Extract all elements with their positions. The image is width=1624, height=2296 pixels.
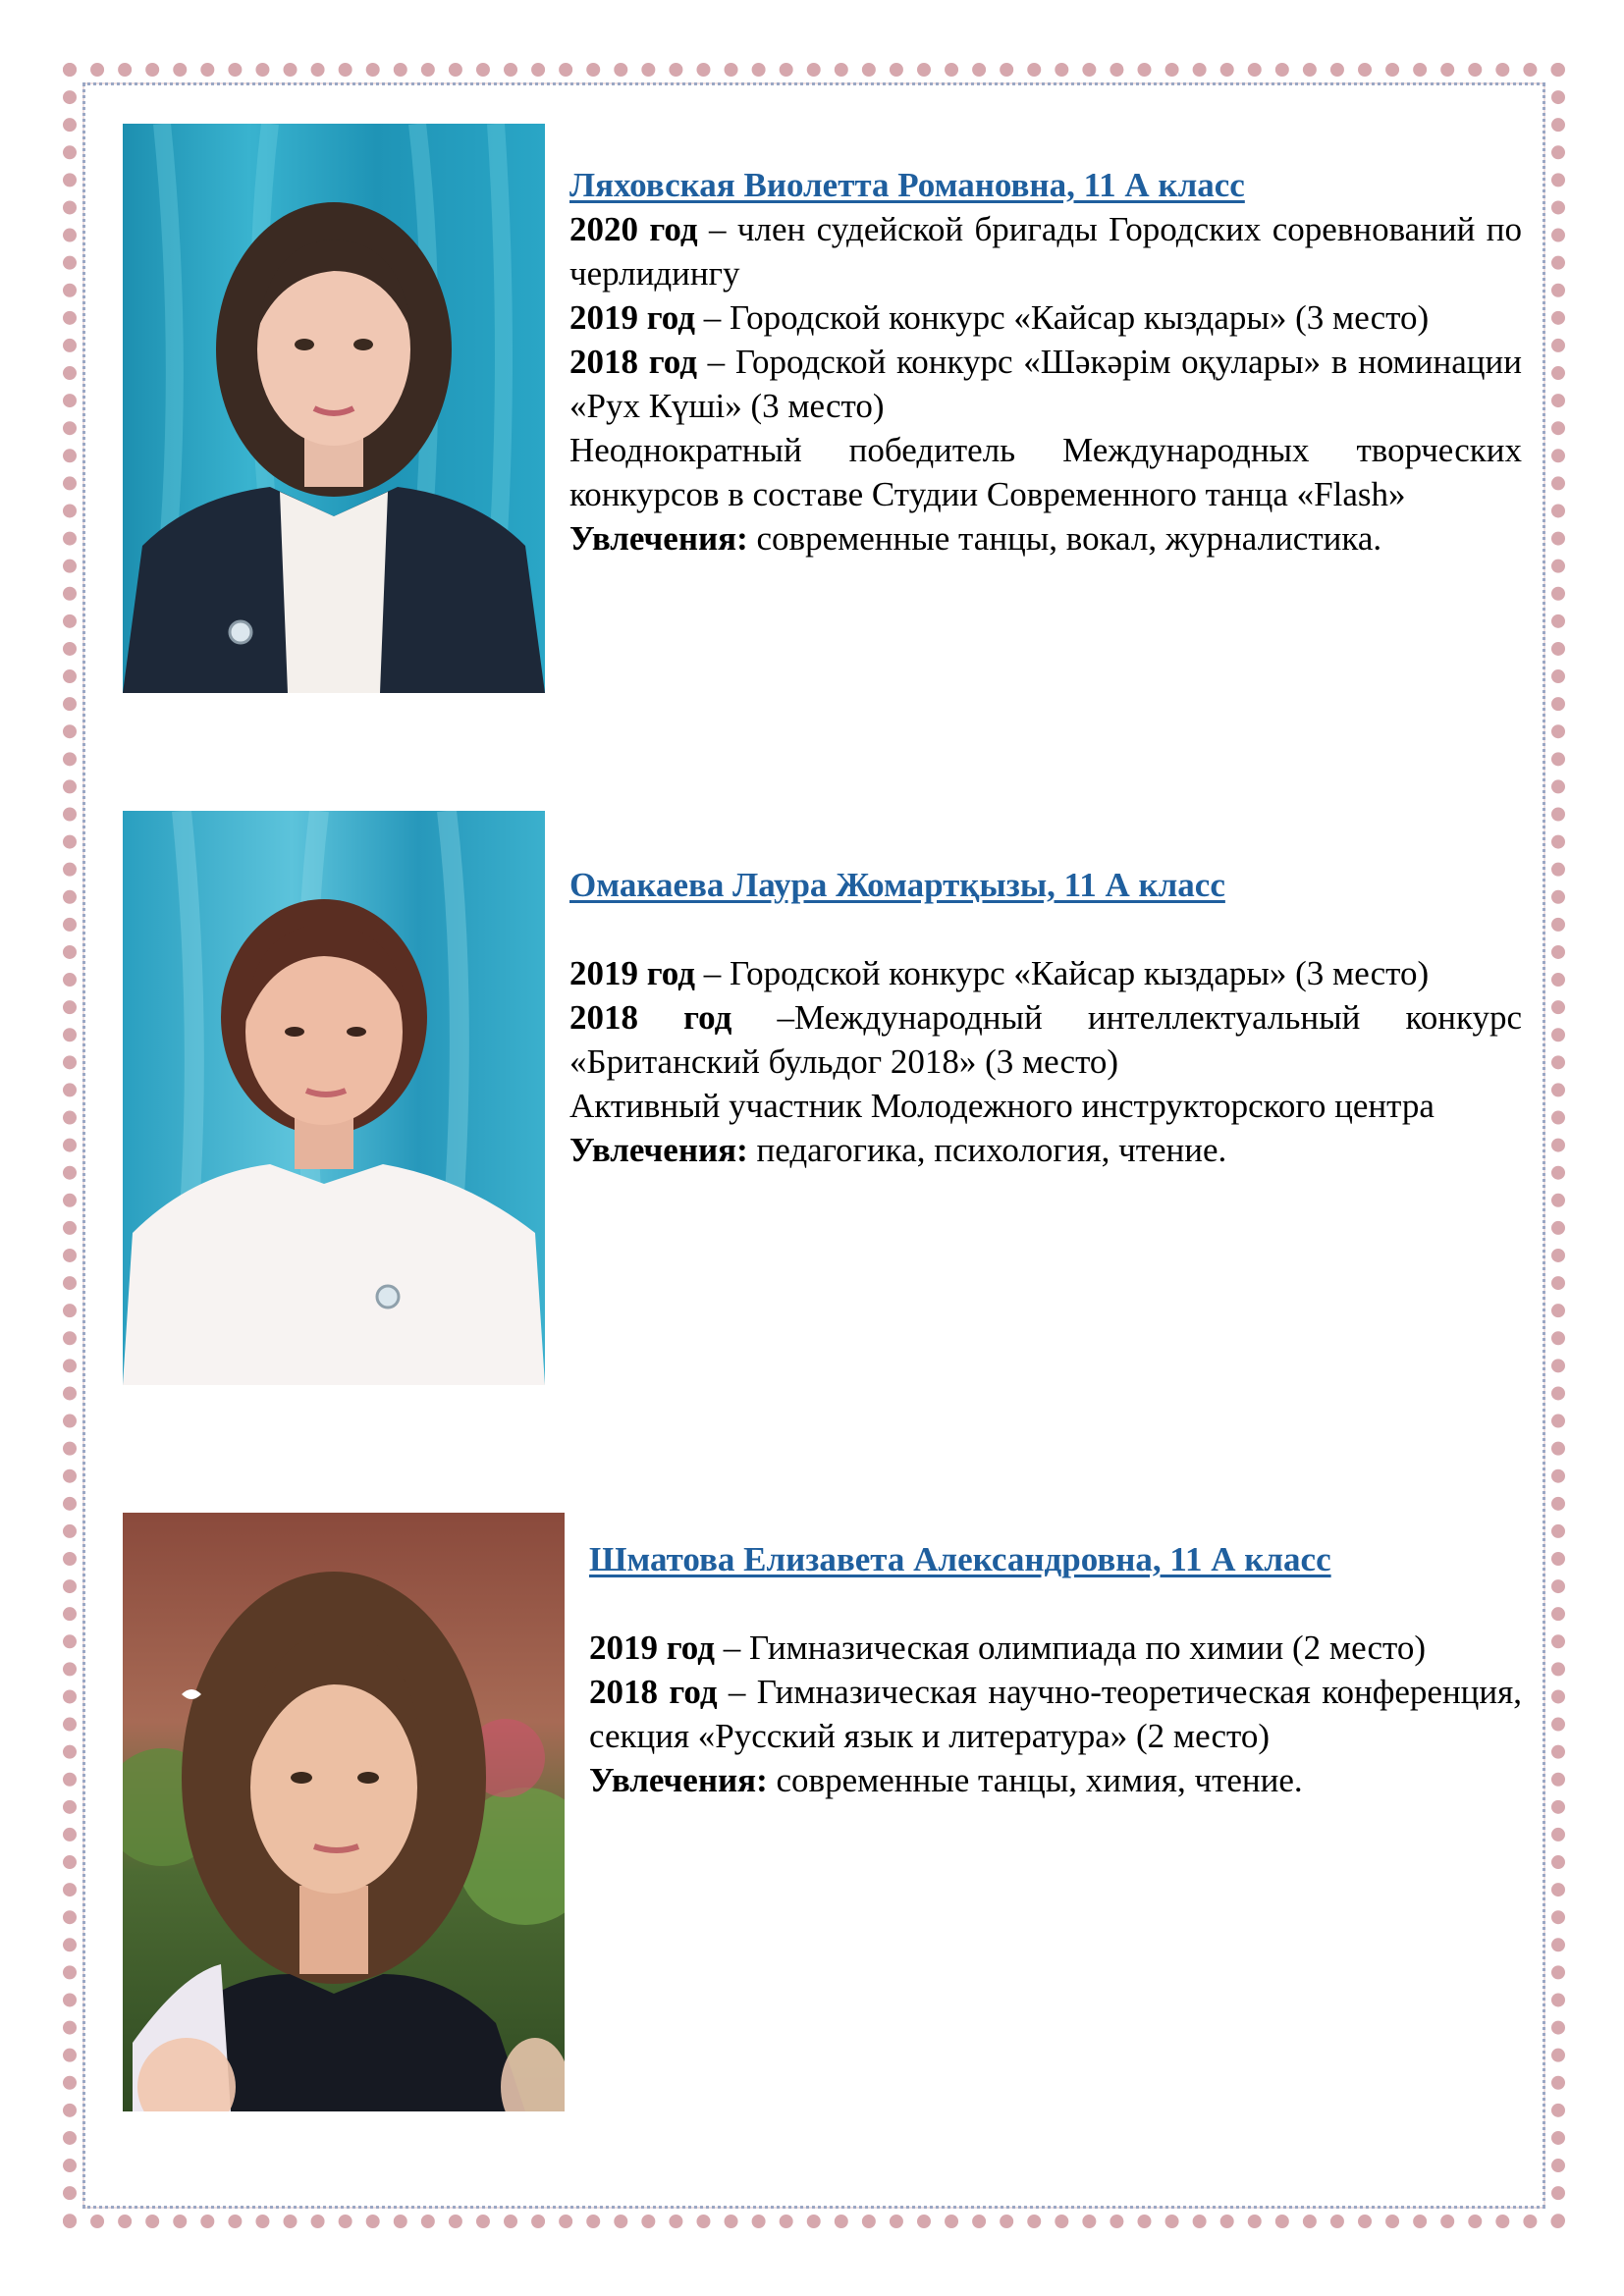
student-name: Ляховская Виолетта Романовна, 11 А класс (569, 166, 1245, 204)
achievement-line: 2019 год – Городской конкурс «Кайсар кыздары» (3 место) (569, 298, 1430, 337)
achievement-line: 2019 год – Городской конкурс «Кайсар кыздары» (3 место) (569, 954, 1430, 992)
achievement-line: 2018 год –Международный интеллектуальный конкурс «Британский бульдог 2018» (3 место) (569, 998, 1522, 1081)
student-photo-1 (123, 124, 545, 693)
student-info-2 (569, 863, 1522, 1172)
student-info-1 (569, 163, 1522, 561)
achievement-line: Неоднократный победитель Международных творческих конкурсов в составе Студии Современного танца «Flash» (569, 431, 1522, 513)
achievement-line: 2018 год – Городской конкурс «Шәкәрім оқулары» в номинации «Рух Күші» (3 место) (569, 343, 1522, 425)
student-info-3 (589, 1537, 1522, 1802)
student-name: Омакаева Лаура Жомартқызы, 11 А класс (569, 866, 1225, 904)
student-photo-3 (123, 1513, 565, 2111)
portrait-image (123, 124, 545, 693)
achievement-line: 2020 год – член судейской бригады Городских соревнований по черлидингу (569, 210, 1523, 293)
student-name: Шматова Елизавета Александровна, 11 А класс (589, 1540, 1331, 1578)
achievement-line: 2018 год – Гимназическая научно-теоретическая конференция, секция «Русский язык и литература» (2 место) (589, 1673, 1522, 1755)
achievement-line: 2019 год – Гимназическая олимпиада по химии (2 место) (589, 1629, 1426, 1667)
portrait-image (123, 811, 545, 1385)
student-card-2 (123, 811, 1522, 1385)
student-card-3 (123, 1513, 1522, 2111)
student-card-1 (123, 124, 1523, 693)
achievement-line: Активный участник Молодежного инструкторского центра (569, 1087, 1435, 1125)
spacer (589, 1581, 1522, 1626)
portrait-image (123, 1513, 565, 2111)
hobbies-line: Увлечения: педагогика, психология, чтение. (569, 1131, 1227, 1169)
student-photo-2 (123, 811, 545, 1385)
hobbies-line: Увлечения: современные танцы, химия, чтение. (589, 1761, 1303, 1799)
spacer (569, 907, 1522, 951)
hobbies-line: Увлечения: современные танцы, вокал, журналистика. (569, 519, 1382, 558)
